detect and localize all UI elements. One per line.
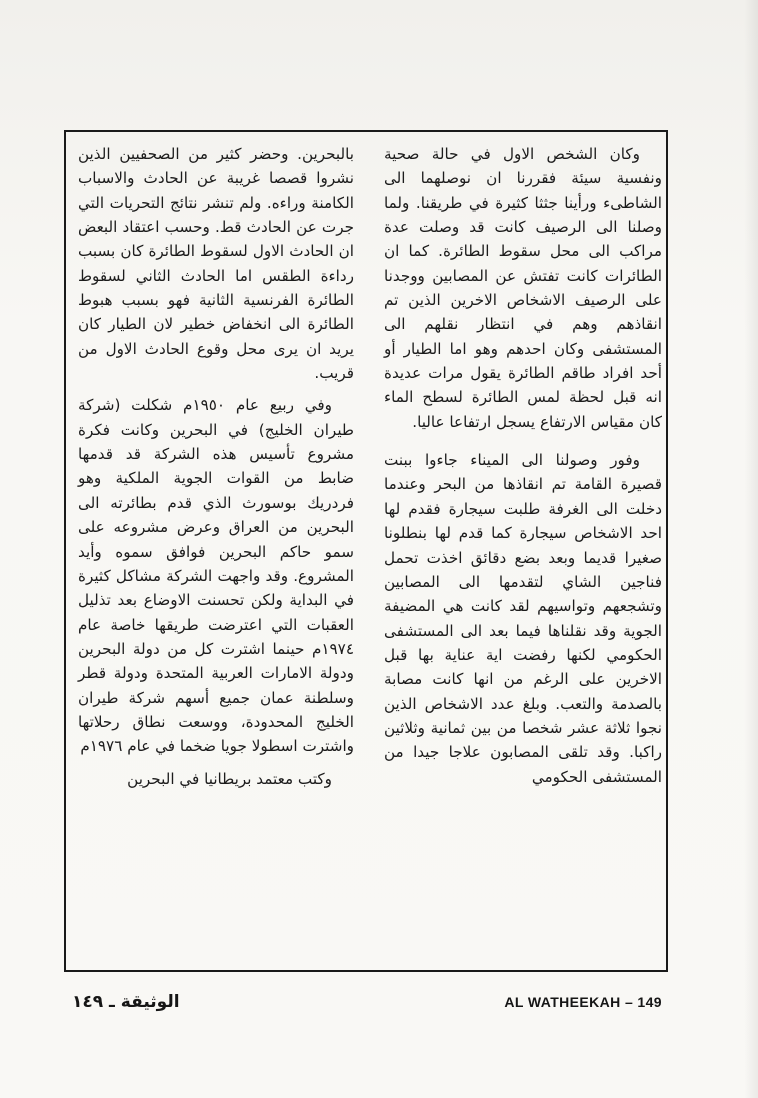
- left-column: [78, 142, 354, 791]
- paragraph: [78, 393, 354, 758]
- paragraph: [384, 142, 662, 434]
- paragraph-text: وكان الشخص الاول في حالة صحية ونفسية سيئة فقررنا ان نوصلهما الى الشاطىء ورأينا جثثا كثيرة في طريقنا. ولما وصلنا الى الرصيف كانت قد وصلت عدة مراكب الى محل سقوط الطائرة. كما ان الطائرات كانت تفتش عن المصابين ووجدنا على الرصيف الاشخاص الاخرين الذين تم انقاذهم وهم في انتظار نقلهم الى المستشفى وكان احدهم وهو اما الطيار أو أحد افراد طاقم الطائرة يقول مرات عديدة انه قبل لحظة لمس الطائرة لسطح الماء كان مقياس الارتفاع يسجل ارتفاعا عاليا.: [384, 145, 662, 431]
- paragraph-text: وفي ربيع عام ١٩٥٠م شكلت (شركة طيران الخليج) في البحرين وكانت فكرة مشروع تأسيس هذه الشركة قد قدمها ضابط من القوات الجوية الملكية وهو فردريك بوسورث الذي قدم بطائرته الى البحرين من العراق وعرض مشروعه على سمو حاكم البحرين فوافق سموه وأيد المشروع. وقد واجهت الشركة مشاكل كثيرة في البداية ولكن تحسنت الاوضاع بعد تذليل العقبات التي اعترضت طريقها خاصة عام ١٩٧٤م حينما اشترت كل من دولة البحرين ودولة الامارات العربية المتحدة ودولة قطر وسلطنة عمان جميع أسهم شركة طيران الخليج المحدودة، ووسعت نطاق رحلاتها واشترت اسطولا جويا ضخما في عام ١٩٧٦م: [78, 396, 354, 756]
- right-column: [384, 142, 662, 789]
- page-footer-arabic: الوثيقة ـ ١٤٩: [72, 992, 180, 1012]
- paragraph: [384, 448, 662, 789]
- paragraph-text: وفور وصولنا الى الميناء جاءوا ببنت قصيرة القامة تم انقاذها من البحر وعندما دخلت الى الغرفة طلبت سيجارة فقدم لها احد الاشخاص سيجارة كما قدم لها بنطلونا صغيرا قديما وبعد بضع دقائق اخذت تحمل فناجين الشاي لتقدمها الى المصابين وتشجعهم وتواسيهم لقد كانت هي المضيفة الجوية وقد نقلناها فيما بعد الى المستشفى الحكومي لكنها رفضت اية عناية بها قبل الاخرين على الرغم من انها كانت مصابة بالصدمة والتعب. وبلغ عدد الاشخاص الذين نجوا ثلاثة عشر شخصا من بين ثمانية وثلاثين راكبا. وقد تلقى المصابون علاجا جيدا من المستشفى الحكومي: [384, 451, 662, 786]
- paragraph: [78, 767, 354, 791]
- page-edge-shadow: [744, 0, 758, 1098]
- page-footer-english: AL WATHEEKAH – 149: [504, 994, 662, 1010]
- paragraph: بالبحرين. وحضر كثير من الصحفيين الذين نشروا قصصا غريبة عن الحادث والاسباب الكامنة وراءه. ولم تنشر نتائج التحريات التي جرت عن الحادث قط. وحسب اعتقاد البعض ان الحادث الاول لسقوط الطائرة كان بسبب رداءة الطقس اما الحادث الثاني لسقوط الطائرة الفرنسية الثانية فهو بسبب هبوط الطائرة الى انخفاض خطير لان الطيار كان يريد ان يرى محل وقوع الحادث الاول من قريب.: [78, 145, 354, 383]
- paragraph-text: وكتب معتمد بريطانيا في البحرين: [127, 769, 332, 788]
